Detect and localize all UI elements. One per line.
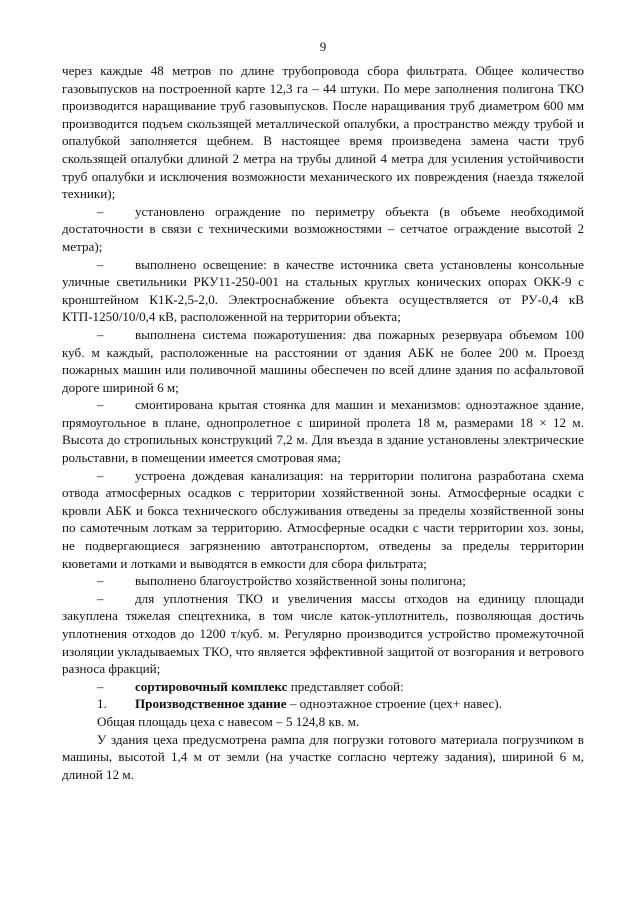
list-item-text: устроена дождевая канализация: на территории полигона разработана схема отвода атмосферных осадков с территории хозяйственной зоны. Атмосферные осадки с кровли АБК и бокса технического обслуживания отведены за пределы хозяйственной зоны по самотечным лоткам за территорию. Атмосферные осадки с части территории хоз. зоны, не подвергающиеся загрязнению автотранспортом, отведены за пределы территории кюветами и лотками и выводятся в емкости для сбора фильтрата;: [62, 467, 584, 571]
list-item-text: для уплотнения ТКО и увеличения массы отходов на единицу площади закуплена тяжелая спецтехника, в том числе каток-уплотнитель, позволяющая достичь уплотнения отходов до 1200 т/куб. м. Регулярно производится устройство промежуточной изоляции укладываемых ТКО, что является эффективной защитой от возгорания и ветрового разноса фракций;: [62, 590, 584, 677]
list-item-text: смонтирована крытая стоянка для машин и механизмов: одноэтажное здание, прямоугольное в плане, однопролетное с шириной пролета 18 м, размерами 18 × 12 м. Высота до стропильных конструкций 7,2 м. Для въезда в здание установлены электрические рольставни, в помещении имеется смотровая яма;: [62, 397, 584, 466]
page-number: 9: [319, 39, 327, 54]
list-marker: –: [97, 573, 104, 589]
list-item-text: выполнено благоустройство хозяйственной зоны полигона;: [135, 573, 466, 589]
list-item: [62, 203, 584, 256]
list-item: [62, 326, 584, 396]
list-item-lead: сортировочный комплекс: [135, 678, 288, 694]
document-body: [62, 62, 584, 783]
list-item: [62, 572, 584, 590]
list-marker: –: [97, 590, 104, 606]
list-item-text: выполнена система пожаротушения: два пожарных резервуара объемом 100 куб. м каждый, расположенные на расстоянии от здания АБК не более 200 м. Проезд пожарных машин или поливочной машины обеспечен по всей длине здания по асфальтовой дороге шириной 6 м;: [62, 326, 584, 395]
area-paragraph: Общая площадь цеха с навесом – 5 124,8 кв. м.: [97, 713, 360, 729]
list-item-text: – одноэтажное строение (цех+ навес).: [286, 696, 502, 712]
list-item: [62, 678, 584, 696]
list-marker: –: [97, 203, 104, 219]
list-item-text: выполнено освещение: в качестве источника света установлены консольные уличные светильники РКУ11-250-001 на стальных круглых конических опорах ОКК-9 с кронштейном К1К-2,5-2,0. Электроснабжение объекта осуществляется от РУ-0,4 кВ КТП-1250/10/0,4 кВ, расположенной на территории объекта;: [62, 256, 584, 325]
list-item: [62, 256, 584, 326]
list-item: [62, 590, 584, 678]
list-marker: –: [97, 678, 104, 694]
numbered-item: [62, 695, 584, 713]
list-item-lead: Производственное здание: [135, 696, 287, 712]
list-item-text: представляет собой:: [287, 678, 404, 694]
ramp-paragraph: У здания цеха предусмотрена рампа для погрузки готового материала погрузчиком в машины, высотой 1,4 м от земли (на участке согласно чертежу задания), шириной 6 м, длиной 12 м.: [62, 731, 584, 782]
list-item-text: установлено ограждение по периметру объекта (в объеме необходимой достаточности в связи с техническими возможностями – сетчатое ограждение высотой 2 метра);: [62, 203, 584, 254]
list-marker: –: [97, 256, 104, 272]
list-marker: –: [97, 467, 104, 483]
list-item: [62, 467, 584, 573]
list-marker: 1.: [97, 696, 107, 712]
list-item: [62, 396, 584, 466]
list-marker: –: [97, 326, 104, 342]
intro-paragraph: через каждые 48 метров по длине трубопровода сбора фильтрата. Общее количество газовыпусков на построенной карте 12,3 га – 44 штуки. По мере заполнения полигона ТКО производится наращивание труб газовыпусков. После наращивания труб диаметром 600 мм производится подъем скользящей металлической опалубки, а пространство между трубой и опалубкой заполняется щебнем. В настоящее время произведена замена части труб скользящей опалубки длиной 2 метра на трубы длиной 4 метра для усиления устойчивости труб опалубки и исключения возможности механического их повреждения (наезда тяжелой техники);: [62, 63, 584, 202]
list-marker: –: [97, 397, 104, 413]
